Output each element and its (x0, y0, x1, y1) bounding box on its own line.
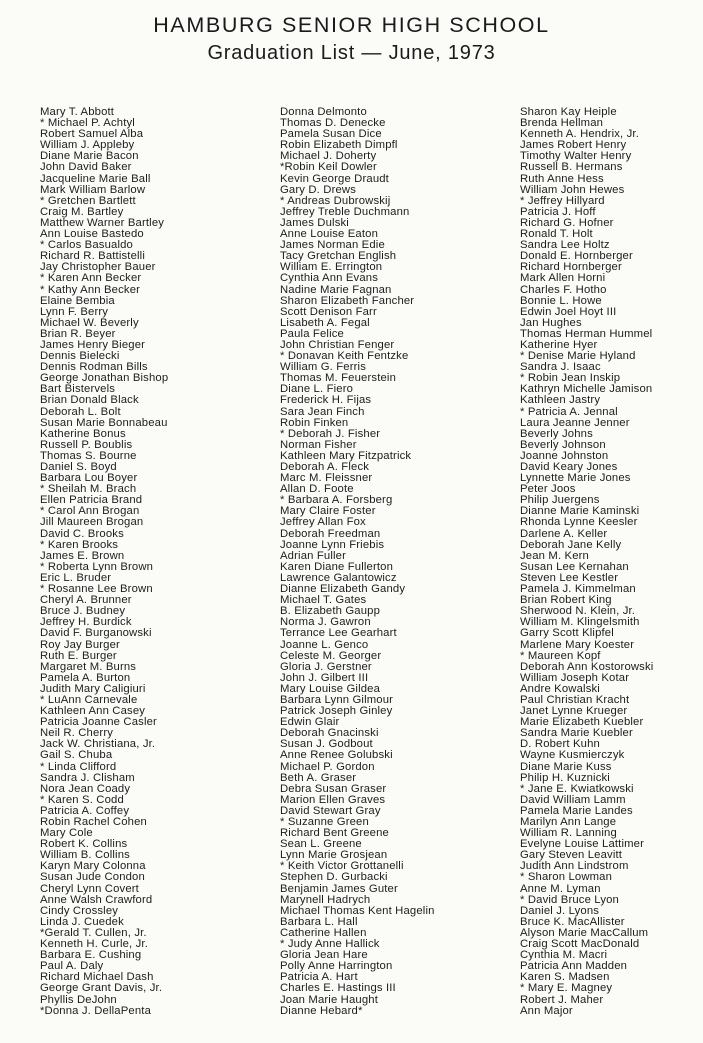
graduate-name: Kathryn Michelle Jamison (520, 383, 653, 396)
graduate-name: Jean M. Kern (520, 549, 589, 562)
graduate-name: Jeffrey Allan Fox (280, 516, 366, 529)
graduate-name: James Robert Henry (520, 139, 627, 152)
graduate-name: Nora Jean Coady (40, 782, 131, 795)
graduate-name: B. Elizabeth Gaupp (280, 605, 381, 618)
graduate-name: Jill Maureen Brogan (40, 516, 144, 529)
graduate-name: James Henry Bieger (40, 338, 146, 351)
graduate-name: * Karen S. Codd (40, 793, 124, 806)
graduate-name: Patrick Joseph Ginley (280, 705, 393, 718)
graduate-name: Patricia Joanne Casler (40, 716, 157, 729)
graduate-name: Deborah Gnacinski (280, 727, 379, 740)
names-column-2 (280, 107, 435, 1017)
graduate-name: Robert J. Maher (520, 993, 604, 1006)
graduate-name: Thomas S. Bourne (40, 449, 137, 462)
graduate-name: Ann Major (520, 1004, 573, 1017)
graduate-name: James Norman Edie (280, 239, 385, 252)
graduate-name: Mary T. Abbott (40, 106, 115, 118)
graduate-name: Anne M. Lyman (520, 882, 601, 895)
graduate-name: Alyson Marie MacCallum (520, 926, 649, 939)
graduate-name: * LuAnn Carnevale (40, 693, 138, 706)
graduate-name: Michael Thomas Kent Hagelin (280, 904, 435, 917)
graduate-name: Paul Christian Kracht (520, 693, 630, 706)
graduate-name: * Michael P. Achtyl (40, 117, 135, 130)
graduate-name: Beverly Johns (520, 427, 593, 440)
graduate-name: Ruth Anne Hess (520, 172, 604, 185)
graduate-name: Cynthia Ann Evans (280, 272, 379, 285)
graduate-name: Timothy Walter Henry (520, 150, 632, 163)
graduate-name: Catherine Hallen (280, 926, 367, 939)
graduate-name: Kevin George Draudt (280, 172, 389, 185)
school-title: HAMBURG SENIOR HIGH SCHOOL (153, 13, 550, 37)
graduate-name: Richard Bent Greene (280, 827, 389, 840)
graduate-name: Dennis Bielecki (40, 350, 120, 363)
graduate-name: * David Bruce Lyon (520, 893, 619, 906)
graduate-name: Lisabeth A. Fegal (280, 316, 370, 329)
graduate-name: Gloria J. Gerstner (280, 660, 372, 673)
graduate-name: Joanne Lynn Friebis (280, 538, 385, 551)
graduate-name: Michael W. Beverly (40, 316, 139, 329)
graduate-name: Mary Louise Gildea (280, 682, 381, 695)
graduate-name: Thomas D. Denecke (280, 117, 386, 130)
graduate-name: Peter Joos (520, 483, 576, 496)
graduate-name: * Judy Anne Hallick (280, 938, 380, 951)
graduate-name: Joanne Johnston (520, 449, 609, 462)
graduate-name: David Keary Jones (520, 461, 618, 473)
graduate-name: Linda J. Cuedek (40, 915, 124, 928)
graduate-name: Rhonda Lynne Keesler (520, 516, 638, 529)
graduate-name: Richard Hornberger (520, 261, 622, 274)
graduate-name: Jay Christopher Bauer (40, 261, 156, 274)
graduate-name: Pamela Marie Landes (520, 804, 633, 817)
graduate-name: Anne Walsh Crawford (40, 893, 153, 906)
graduate-name: Craig Scott MacDonald (520, 938, 640, 951)
graduate-name: Diane Marie Bacon (40, 150, 139, 163)
names-column-3 (520, 107, 653, 1017)
graduate-name: * Keith Victor Grottanelli (280, 860, 404, 873)
graduate-name: Sean L. Greene (280, 838, 362, 851)
graduate-name: Robin Finken (280, 416, 349, 429)
graduate-name: William Joseph Kotar (520, 671, 630, 684)
graduate-name: * Karen Brooks (40, 538, 119, 551)
graduate-name: Bonnie L. Howe (520, 294, 602, 307)
graduate-name: * Patricia A. Jennal (520, 405, 618, 418)
graduate-name: Sharon Elizabeth Fancher (280, 294, 415, 307)
graduate-name: Donald E. Hornberger (520, 250, 633, 263)
graduate-name: Sandra J. Isaac (520, 361, 601, 374)
graduate-name: Deborah L. Bolt (40, 405, 121, 418)
graduate-name: William E. Errington (280, 261, 383, 274)
graduate-name: Donna Delmonto (280, 106, 367, 118)
graduate-name: Barbara E. Cushing (40, 949, 142, 962)
graduate-name: * Denise Marie Hyland (520, 350, 636, 363)
graduate-name: Kenneth A. Hendrix, Jr. (520, 128, 639, 141)
graduate-name: Judith Mary Caligiuri (40, 682, 146, 695)
graduate-name: Debra Susan Graser (280, 782, 387, 795)
graduate-name: Bruce K. MacAllister (520, 915, 625, 928)
graduate-name: Philip Juergens (520, 494, 600, 507)
graduate-name: * Carlos Basualdo (40, 239, 133, 252)
graduate-name: Lawrence Galantowicz (280, 571, 397, 584)
graduate-name: *Robin Keil Dowler (280, 161, 377, 174)
graduate-name: Philip H. Kuznicki (520, 771, 610, 784)
graduate-name: Polly Anne Harrington (280, 960, 393, 973)
graduate-name: Michael P. Gordon (280, 760, 375, 773)
graduate-name: * Roberta Lynn Brown (40, 560, 154, 573)
graduate-name: Beth A. Graser (280, 771, 357, 784)
graduate-name: Marion Ellen Graves (280, 793, 386, 806)
graduate-name: Frederick H. Fijas (280, 394, 372, 407)
graduate-name: Cindy Crossley (40, 904, 119, 917)
graduate-name: * Sharon Lowman (520, 871, 613, 884)
graduate-name: Beverly Johnson (520, 438, 606, 451)
graduate-name: Marilyn Ann Lange (520, 816, 617, 828)
graduate-name: Thomas M. Feuerstein (280, 372, 397, 385)
graduate-name: Roy Jay Burger (40, 638, 120, 651)
graduate-name: Brian R. Beyer (40, 327, 116, 340)
graduate-name: Gloria Jean Hare (280, 949, 368, 962)
list-subtitle: Graduation List — June, 1973 (207, 42, 496, 64)
graduate-name: Anne Renee Golubski (280, 749, 393, 762)
graduate-name: Mark William Barlow (40, 183, 146, 196)
graduate-name: Sandra Lee Holtz (520, 239, 610, 252)
graduate-name: Jack W. Christiana, Jr. (40, 738, 156, 751)
graduate-name: * Mary E. Magney (520, 982, 613, 995)
graduate-name: Matthew Warner Bartley (40, 216, 165, 229)
graduate-name: Sherwood N. Klein, Jr. (520, 605, 636, 618)
graduate-name: Marynell Hadrych (280, 893, 371, 906)
graduate-name: * Gretchen Bartlett (40, 194, 136, 207)
graduate-name: Gary Steven Leavitt (520, 849, 623, 862)
graduate-name: Jeffrey H. Burdick (40, 616, 132, 629)
graduate-name: * Kathy Ann Becker (40, 283, 141, 296)
graduate-name: Adrian Fuller (280, 549, 346, 562)
graduate-name: Dianne Marie Kaminski (520, 505, 640, 518)
graduate-name: Terrance Lee Gearhart (280, 627, 397, 640)
graduate-name: William John Hewes (520, 183, 625, 196)
graduate-name: Judith Ann Lindstrom (520, 860, 629, 873)
graduate-name: Michael T. Gates (280, 594, 367, 607)
graduate-name: Janet Lynne Krueger (520, 705, 628, 718)
graduate-name: * Deborah J. Fisher (280, 427, 381, 440)
graduate-name: Richard G. Hofner (520, 216, 614, 229)
graduate-name: Diane L. Fiero (280, 383, 354, 396)
graduate-name: Norma J. Gawron (280, 616, 371, 629)
graduate-name: * Andreas Dubrowskij (280, 194, 391, 207)
graduate-name: Cheryl A. Brunner (40, 594, 132, 607)
graduate-name: * Barbara A. Forsberg (280, 494, 393, 507)
graduate-name: Patricia A. Hart (280, 971, 358, 984)
graduate-name: David F. Burganowski (40, 627, 152, 640)
graduate-name: Nadine Marie Fagnan (280, 283, 392, 296)
graduate-name: Mary Claire Foster (280, 505, 376, 518)
graduate-name: Gary D. Drews (280, 183, 357, 196)
graduate-name: Bruce J. Budney (40, 605, 126, 618)
graduate-name: Robert K. Collins (40, 838, 128, 851)
graduate-name: Barbara Lou Boyer (40, 472, 138, 485)
graduate-name: Anne Louise Eaton (280, 228, 379, 241)
graduate-name: Susan Marie Bonnabeau (40, 416, 168, 429)
graduate-name: William G. Ferris (280, 361, 367, 374)
graduate-name: Kathleen Ann Casey (40, 705, 146, 718)
graduate-name: * Linda Clifford (40, 760, 117, 773)
graduate-name: Barbara L. Hall (280, 915, 358, 928)
graduate-name: Paula Felice (280, 327, 344, 340)
graduate-name: * Donavan Keith Fentzke (280, 350, 409, 363)
graduate-name: Stephen D. Gurbacki (280, 871, 388, 884)
graduate-name: Margaret M. Burns (40, 660, 137, 673)
graduate-name: David C. Brooks (40, 527, 124, 540)
graduate-name: John Christian Fenger (280, 338, 395, 351)
graduate-name: Elaine Bembia (40, 294, 115, 307)
graduate-name: Darlene A. Keller (520, 527, 608, 540)
graduate-name: Richard R. Battistelli (40, 250, 146, 263)
graduate-name: Dianne Hebard* (280, 1004, 363, 1017)
graduate-name: Andre Kowalski (520, 682, 600, 695)
graduate-name: John J. Gilbert III (280, 671, 369, 684)
graduate-name: D. Robert Kuhn (520, 738, 600, 751)
graduate-name: Kenneth H. Curle, Jr. (40, 938, 149, 951)
graduate-name: Laura Jeanne Jenner (520, 416, 630, 429)
graduate-name: Sandra Marie Kuebler (520, 727, 633, 740)
graduate-name: Deborah A. Fleck (280, 461, 370, 473)
graduate-name: Allan D. Foote (280, 483, 354, 496)
graduate-name: * Suzanne Green (280, 816, 369, 828)
graduate-name: Pamela A. Burton (40, 671, 131, 684)
graduate-name: Michael J. Doherty (280, 150, 377, 163)
graduate-name: Karen Diane Fullerton (280, 560, 394, 573)
graduate-name: John David Baker (40, 161, 132, 174)
graduate-name: Diane Marie Kuss (520, 760, 612, 773)
graduate-name: * Sheilah M. Brach (40, 483, 137, 496)
graduate-name: * Robin Jean Inskip (520, 372, 621, 385)
graduate-name: Marlene Mary Koester (520, 638, 635, 651)
graduate-name: Tacy Gretchan English (280, 250, 397, 263)
graduate-name: William B. Collins (40, 849, 130, 862)
graduate-name: David Stewart Gray (280, 804, 381, 817)
graduate-name: * Maureen Kopf (520, 649, 601, 662)
graduate-name: Garry Scott Klipfel (520, 627, 614, 640)
graduate-name: Charles F. Hotho (520, 283, 607, 296)
graduate-name: Barbara Lynn Gilmour (280, 693, 394, 706)
graduate-name: Jacqueline Marie Ball (40, 172, 151, 185)
graduate-name: Karen S. Madsen (520, 971, 610, 984)
graduate-name: Russell P. Boublis (40, 438, 133, 451)
graduate-name: Patricia J. Hoff (520, 205, 596, 218)
graduate-name: Lynn Marie Grosjean (280, 849, 388, 862)
graduate-name: Edwin Glair (280, 716, 340, 729)
graduate-name: Brenda Hellman (520, 117, 604, 130)
graduate-name: Phyllis DeJohn (40, 993, 117, 1006)
graduate-name: Brian Donald Black (40, 394, 139, 407)
graduate-name: George Grant Davis, Jr. (40, 982, 163, 995)
graduate-name: Deborah Freedman (280, 527, 381, 540)
graduate-name: Dennis Rodman Bills (40, 361, 148, 374)
graduate-name: Robin Rachel Cohen (40, 816, 147, 828)
graduate-name: Jan Hughes (520, 316, 582, 329)
graduate-name: Kathleen Jastry (520, 394, 601, 407)
graduate-name: Scott Denison Farr (280, 305, 377, 318)
graduate-name: Thomas Herman Hummel (520, 327, 653, 340)
graduate-name: Sharon Kay Heiple (520, 106, 617, 118)
graduate-name: Lynnette Marie Jones (520, 472, 631, 485)
graduate-name: Robert Samuel Alba (40, 128, 144, 141)
graduate-name: * Jeffrey Hillyard (520, 194, 605, 207)
graduate-name: Patricia A. Coffey (40, 804, 130, 817)
graduate-name: Sara Jean Finch (280, 405, 365, 418)
graduate-name: Brian Robert King (520, 594, 612, 607)
graduate-name: Ann Louise Bastedo (40, 228, 144, 241)
graduate-name: Joan Marie Haught (280, 993, 378, 1006)
page-header (0, 12, 703, 66)
graduate-name: Dianne Elizabeth Gandy (280, 583, 406, 596)
graduate-name: Steven Lee Kestler (520, 571, 619, 584)
graduates-list (0, 107, 703, 1037)
graduate-name: Mark Allen Horni (520, 272, 606, 285)
graduate-name: Marie Elizabeth Kuebler (520, 716, 644, 729)
graduate-name: Lynn F. Berry (40, 305, 109, 318)
graduate-name: Mary Cole (40, 827, 93, 840)
graduate-name: *Donna J. DellaPenta (40, 1004, 152, 1017)
graduate-name: Ellen Patricia Brand (40, 494, 143, 507)
graduate-name: George Jonathan Bishop (40, 372, 169, 385)
graduate-name: * Jane E. Kwiatkowski (520, 782, 634, 795)
graduate-name: Neil R. Cherry (40, 727, 114, 740)
graduate-name: Patricia Ann Madden (520, 960, 628, 973)
graduate-name: Eric L. Bruder (40, 571, 112, 584)
graduate-name: Cheryl Lynn Covert (40, 882, 139, 895)
graduate-name: Benjamin James Guter (280, 882, 398, 895)
graduate-name: Paul A. Daly (40, 960, 104, 973)
graduate-name: Daniel S. Boyd (40, 461, 117, 473)
graduate-name: Richard Michael Dash (40, 971, 154, 984)
graduate-name: William J. Appleby (40, 139, 135, 152)
graduate-name: Charles E. Hastings III (280, 982, 396, 995)
graduate-name: Gail S. Chuba (40, 749, 113, 762)
graduate-name: Craig M. Bartley (40, 205, 124, 218)
graduate-name: James Dulski (280, 216, 349, 229)
graduate-name: Katherine Bonus (40, 427, 126, 440)
graduate-name: Ronald T. Holt (520, 228, 593, 241)
graduate-name: Edwin Joel Hoyt III (520, 305, 617, 318)
graduate-name: Joanne L. Genco (280, 638, 369, 651)
graduate-name: Sandra J. Clisham (40, 771, 135, 784)
graduate-name: *Gerald T. Cullen, Jr. (40, 926, 147, 939)
graduate-name: Deborah Jane Kelly (520, 538, 622, 551)
graduate-name: Kathleen Mary Fitzpatrick (280, 449, 412, 462)
graduate-name: James E. Brown (40, 549, 125, 562)
graduate-name: Deborah Ann Kostorowski (520, 660, 654, 673)
graduate-name: Katherine Hyer (520, 338, 598, 351)
graduate-name: Susan Lee Kernahan (520, 560, 629, 573)
graduate-name: Cynthia M. Macri (520, 949, 608, 962)
graduate-name: Ruth E. Burger (40, 649, 117, 662)
graduate-name: David William Lamm (520, 793, 626, 806)
graduate-name: Jeffrey Treble Duchmann (280, 205, 410, 218)
graduate-name: * Rosanne Lee Brown (40, 583, 153, 596)
graduate-name: Russell B. Hermans (520, 161, 623, 174)
graduate-name: Susan Jude Condon (40, 871, 145, 884)
graduate-name: * Karen Ann Becker (40, 272, 142, 285)
graduate-name: Daniel J. Lyons (520, 904, 600, 917)
graduate-name: William M. Klingelsmith (520, 616, 640, 629)
graduate-name: Susan J. Godbout (280, 738, 373, 751)
graduate-name: Robin Elizabeth Dimpfl (280, 139, 398, 152)
graduate-name: * Carol Ann Brogan (40, 505, 140, 518)
graduate-name: Wayne Kusmierczyk (520, 749, 625, 762)
graduate-name: Celeste M. Georger (280, 649, 382, 662)
graduate-name: Norman Fisher (280, 438, 357, 451)
graduate-name: Evelyne Louise Lattimer (520, 838, 645, 851)
graduate-name: Karyn Mary Colonna (40, 860, 146, 873)
names-column-1 (40, 107, 168, 1017)
graduate-name: William R. Lanning (520, 827, 617, 840)
graduate-name: Marc M. Fleissner (280, 472, 373, 485)
graduate-name: Pamela J. Kimmelman (520, 583, 636, 596)
graduate-name: Bart Bistervels (40, 383, 116, 396)
graduate-name: Pamela Susan Dice (280, 128, 382, 141)
